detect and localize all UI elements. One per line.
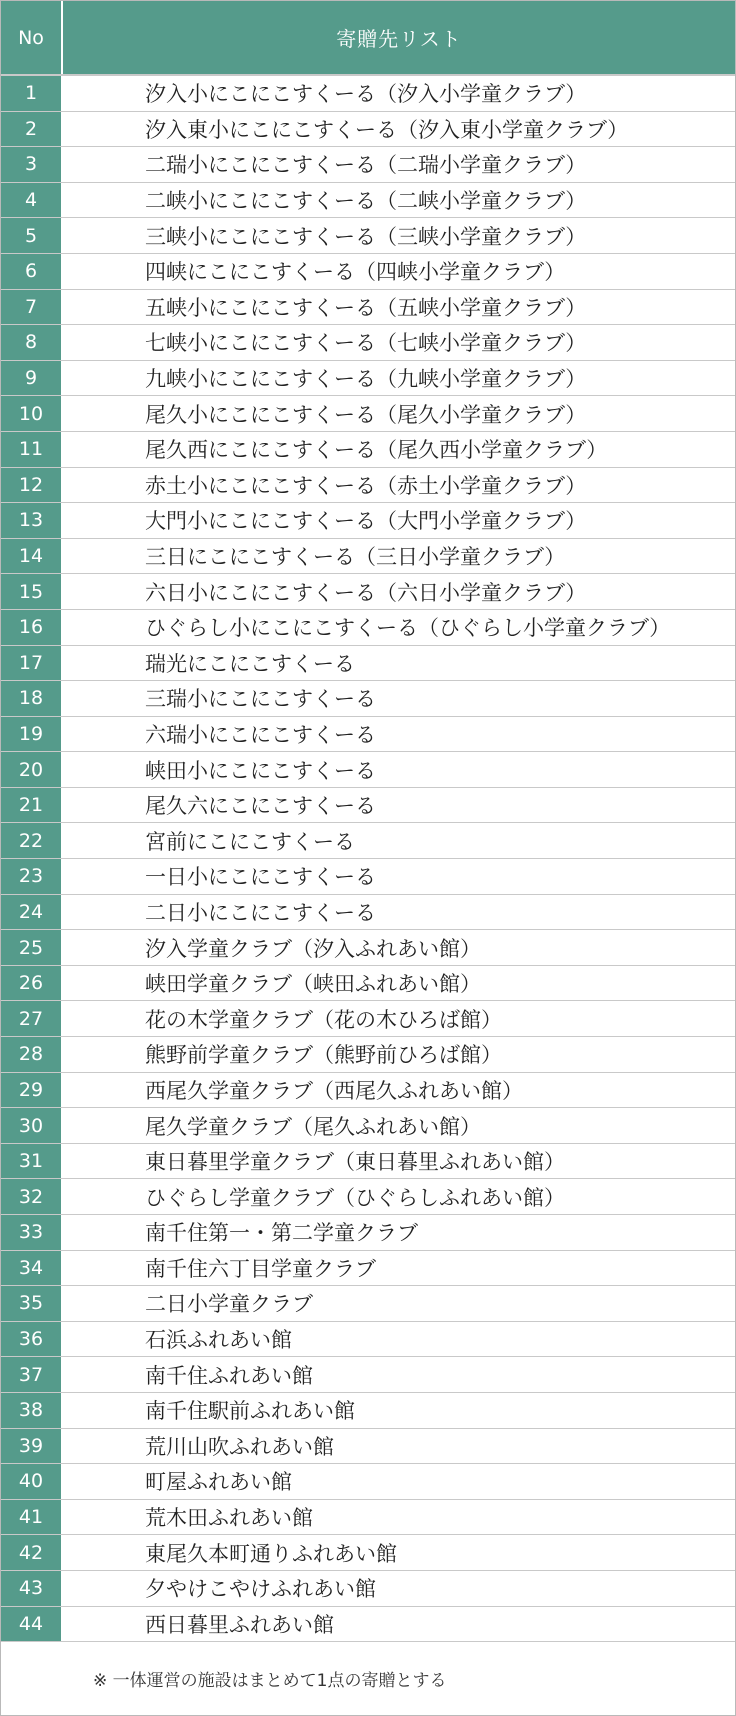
table-row — [1, 1464, 735, 1500]
row-number: 4 — [1, 183, 63, 218]
table-row — [1, 361, 735, 397]
facility-name: 南千住ふれあい館 — [145, 1363, 313, 1388]
facility-name: 西尾久学童クラブ（西尾久ふれあい館） — [145, 1078, 523, 1103]
table-row — [1, 325, 735, 361]
footnote: ※ 一体運営の施設はまとめて1点の寄贈とする — [93, 1671, 447, 1691]
facility-name: 五峡小にこにこすくーる（五峡小学童クラブ） — [145, 295, 587, 320]
table-row — [1, 1500, 735, 1536]
facility-name: 九峡小にこにこすくーる（九峡小学童クラブ） — [145, 367, 587, 392]
facility-name: 尾久学童クラブ（尾久ふれあい館） — [145, 1114, 481, 1139]
facility-name: 熊野前学童クラブ（熊野前ひろば館） — [145, 1043, 502, 1068]
facility-name: 荒川山吹ふれあい館 — [145, 1434, 334, 1459]
table-row — [1, 1001, 735, 1037]
table-row — [1, 681, 735, 717]
facility-name: 峡田学童クラブ（峡田ふれあい館） — [145, 972, 481, 997]
row-number: 23 — [1, 859, 63, 894]
row-number: 38 — [1, 1393, 63, 1428]
row-number: 7 — [1, 290, 63, 325]
facility-name: 石浜ふれあい館 — [145, 1328, 292, 1353]
table-row — [1, 1073, 735, 1109]
header-title: 寄贈先リスト — [336, 27, 462, 51]
facility-name: 汐入学童クラブ（汐入ふれあい館） — [145, 936, 481, 961]
row-number: 28 — [1, 1037, 63, 1072]
row-number: 42 — [1, 1535, 63, 1570]
row-number: 20 — [1, 752, 63, 787]
facility-name: 南千住駅前ふれあい館 — [145, 1399, 355, 1424]
row-number: 21 — [1, 788, 63, 823]
table-row — [1, 1251, 735, 1287]
facility-name: 尾久六にこにこすくーる — [145, 794, 376, 819]
facility-name: 西日暮里ふれあい館 — [145, 1612, 334, 1637]
table-row — [1, 788, 735, 824]
facility-name: 花の木学童クラブ（花の木ひろば館） — [145, 1007, 502, 1032]
table-row — [1, 539, 735, 575]
facility-name: 夕やけこやけふれあい館 — [145, 1577, 376, 1602]
facility-name: 汐入東小にこにこすくーる（汐入東小学童クラブ） — [145, 117, 629, 142]
table-row — [1, 823, 735, 859]
table-row — [1, 254, 735, 290]
row-number: 41 — [1, 1500, 63, 1535]
row-number: 29 — [1, 1073, 63, 1108]
row-number: 16 — [1, 610, 63, 645]
facility-name: 三峡小にこにこすくーる（三峡小学童クラブ） — [145, 224, 587, 249]
row-number: 13 — [1, 503, 63, 538]
table-row — [1, 1393, 735, 1429]
row-number: 25 — [1, 930, 63, 965]
table-header — [1, 1, 735, 76]
table-row — [1, 610, 735, 646]
facility-name: 二日小学童クラブ — [145, 1292, 313, 1317]
row-number: 32 — [1, 1179, 63, 1214]
facility-name: 東尾久本町通りふれあい館 — [145, 1541, 397, 1566]
facility-name: ひぐらし小にこにこすくーる（ひぐらし小学童クラブ） — [145, 616, 671, 641]
table-row — [1, 218, 735, 254]
row-number: 36 — [1, 1322, 63, 1357]
table-row — [1, 966, 735, 1002]
facility-name: 六日小にこにこすくーる（六日小学童クラブ） — [145, 580, 587, 605]
row-number: 33 — [1, 1215, 63, 1250]
table-row — [1, 1357, 735, 1393]
facility-name: ひぐらし学童クラブ（ひぐらしふれあい館） — [145, 1185, 565, 1210]
table-row — [1, 752, 735, 788]
table-row — [1, 895, 735, 931]
table-row — [1, 1144, 735, 1180]
facility-name: 六瑞小にこにこすくーる — [145, 722, 376, 747]
row-number: 6 — [1, 254, 63, 289]
row-number: 22 — [1, 823, 63, 858]
table-body — [1, 76, 735, 1642]
facility-name: 三瑞小にこにこすくーる — [145, 687, 376, 712]
table-row — [1, 574, 735, 610]
facility-name: 七峡小にこにこすくーる（七峡小学童クラブ） — [145, 331, 587, 356]
facility-name: 峡田小にこにこすくーる — [145, 758, 376, 783]
facility-name: 三日にこにこすくーる（三日小学童クラブ） — [145, 545, 566, 570]
row-number: 44 — [1, 1607, 63, 1642]
table-row — [1, 183, 735, 219]
row-number: 14 — [1, 539, 63, 574]
row-number: 34 — [1, 1251, 63, 1286]
facility-name: 町屋ふれあい館 — [145, 1470, 292, 1495]
table-row — [1, 290, 735, 326]
facility-name: 二峡小にこにこすくーる（二峡小学童クラブ） — [145, 189, 587, 214]
row-number: 15 — [1, 574, 63, 609]
row-number: 27 — [1, 1001, 63, 1036]
row-number: 8 — [1, 325, 63, 360]
row-number: 37 — [1, 1357, 63, 1392]
row-number: 18 — [1, 681, 63, 716]
table-row — [1, 503, 735, 539]
row-number: 11 — [1, 432, 63, 467]
row-number: 2 — [1, 112, 63, 147]
row-number: 5 — [1, 218, 63, 253]
table-row — [1, 468, 735, 504]
row-number: 3 — [1, 147, 63, 182]
row-number: 26 — [1, 966, 63, 1001]
table-row — [1, 147, 735, 183]
table-row — [1, 432, 735, 468]
facility-name: 東日暮里学童クラブ（東日暮里ふれあい館） — [145, 1150, 565, 1175]
row-number: 9 — [1, 361, 63, 396]
facility-name: 四峡にこにこすくーる（四峡小学童クラブ） — [145, 260, 566, 285]
row-number: 24 — [1, 895, 63, 930]
row-number: 17 — [1, 646, 63, 681]
table-row — [1, 1607, 735, 1643]
table-row — [1, 1535, 735, 1571]
facility-name: 汐入小にこにこすくーる（汐入小学童クラブ） — [145, 82, 587, 107]
table-row — [1, 1037, 735, 1073]
table-row — [1, 1215, 735, 1251]
table-row — [1, 112, 735, 148]
table-row — [1, 1108, 735, 1144]
facility-name: 二日小にこにこすくーる — [145, 900, 376, 925]
row-number: 1 — [1, 76, 63, 111]
table-row — [1, 396, 735, 432]
facility-name: 南千住六丁目学童クラブ — [145, 1256, 376, 1281]
facility-name: 瑞光にこにこすくーる — [145, 651, 355, 676]
table-row — [1, 1571, 735, 1607]
row-number: 12 — [1, 468, 63, 503]
table-row — [1, 717, 735, 753]
row-number: 31 — [1, 1144, 63, 1179]
row-number: 43 — [1, 1571, 63, 1606]
facility-name: 大門小にこにこすくーる（大門小学童クラブ） — [145, 509, 587, 534]
facility-name: 尾久西にこにこすくーる（尾久西小学童クラブ） — [145, 438, 608, 463]
table-row — [1, 646, 735, 682]
table-row — [1, 859, 735, 895]
table-row — [1, 1322, 735, 1358]
row-number: 35 — [1, 1286, 63, 1321]
row-number: 40 — [1, 1464, 63, 1499]
facility-name: 一日小にこにこすくーる — [145, 865, 376, 890]
header-no: No — [1, 1, 63, 74]
facility-name: 赤土小にこにこすくーる（赤土小学童クラブ） — [145, 473, 587, 498]
table-row — [1, 1286, 735, 1322]
table-row — [1, 1429, 735, 1465]
row-number: 39 — [1, 1429, 63, 1464]
facility-name: 南千住第一・第二学童クラブ — [145, 1221, 418, 1246]
table-row — [1, 76, 735, 112]
table-row — [1, 1179, 735, 1215]
facility-name: 尾久小にこにこすくーる（尾久小学童クラブ） — [145, 402, 587, 427]
table-row — [1, 930, 735, 966]
row-number: 30 — [1, 1108, 63, 1143]
facility-name: 二瑞小にこにこすくーる（二瑞小学童クラブ） — [145, 153, 587, 178]
row-number: 10 — [1, 396, 63, 431]
row-number: 19 — [1, 717, 63, 752]
facility-name: 荒木田ふれあい館 — [145, 1506, 313, 1531]
facility-name: 宮前にこにこすくーる — [145, 829, 355, 854]
